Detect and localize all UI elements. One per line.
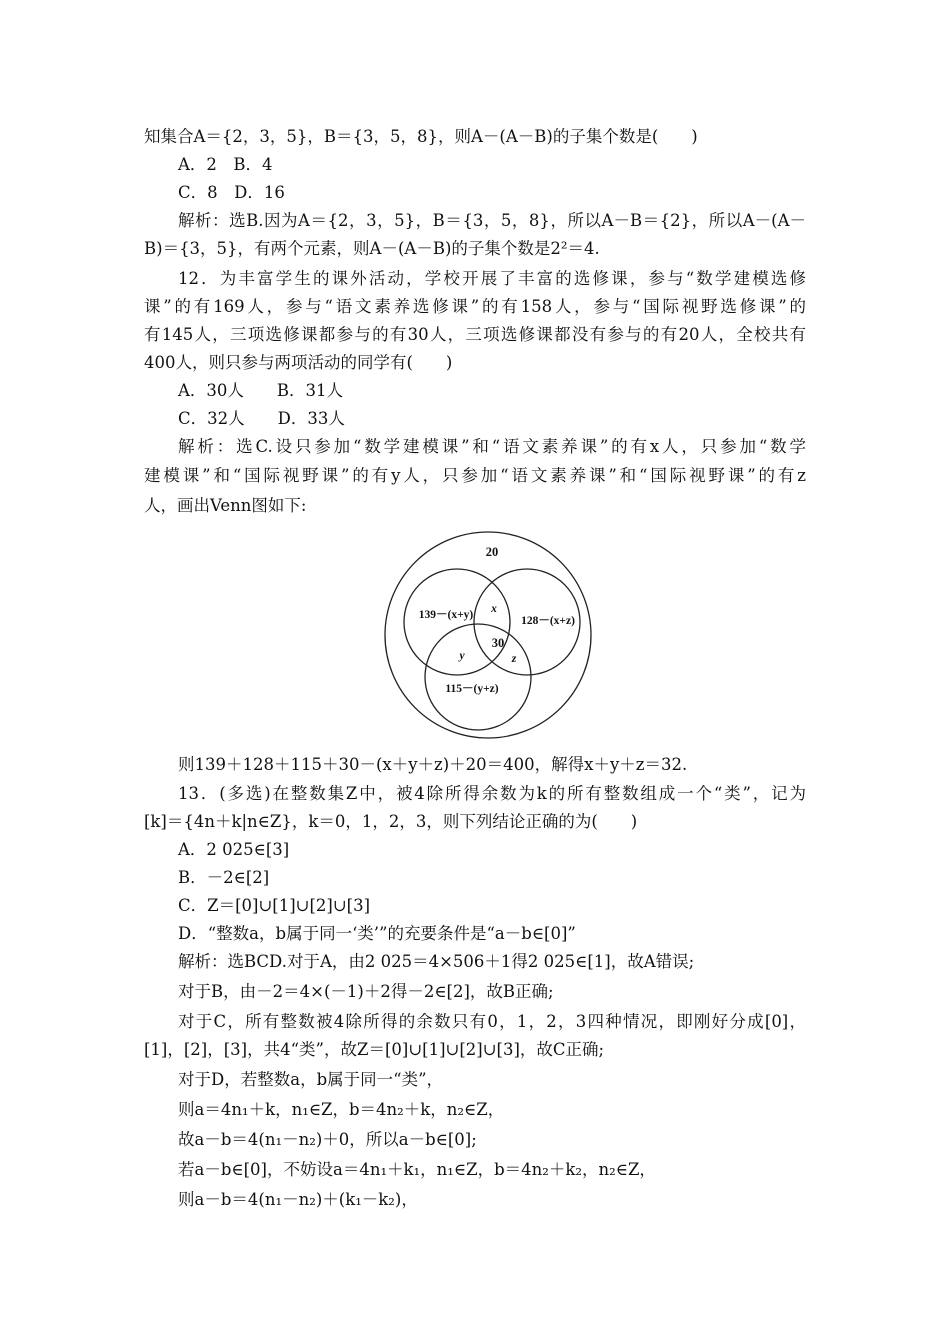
q13-solution-line5: 对于D，若整数a，b属于同一“类”， bbox=[178, 1070, 443, 1089]
circle-vision bbox=[425, 624, 531, 730]
q11-solution-line1: 解析：选B.因为A＝{2，3，5}，B＝{3，5，8}，所以A－B＝{2}，所以A－(A－ bbox=[178, 211, 806, 230]
universal-circle bbox=[385, 532, 591, 738]
q13-solution-line8: 若a－b∈[0]，不妨设a＝4n₁＋k₁，n₁∈Z，b＝4n₂＋k₂，n₂∈Z， bbox=[178, 1160, 656, 1179]
venn-diagram bbox=[380, 530, 595, 740]
venn-label-ac: y bbox=[459, 650, 465, 662]
q13-solution-line6: 则a＝4n₁＋k，n₁∈Z，b＝4n₂＋k，n₂∈Z， bbox=[178, 1100, 505, 1119]
q13-solution-line4: [1]，[2]，[3]，共4“类”，故Z＝[0]∪[1]∪[2]∪[3]，故C正确; bbox=[144, 1040, 605, 1059]
q11-options-cd: C．8 D．16 bbox=[178, 183, 285, 202]
venn-label-abc: 30 bbox=[491, 636, 505, 650]
q13-option-b: B．－2∈[2] bbox=[178, 868, 270, 887]
q11-solution-line2: B)＝{3，5}，有两个元素，则A－(A－B)的子集个数是2²＝4. bbox=[144, 239, 600, 258]
q12-stem-line4: 400人，则只参与两项活动的同学有( ) bbox=[144, 353, 453, 372]
q13-solution-line1: 解析：选BCD.对于A，由2 025＝4×506＋1得2 025∈[1]，故A错误; bbox=[178, 952, 695, 971]
q13-solution-line3: 对于C，所有整数被4除所得的余数只有0，1，2，3四种情况，即刚好分成[0]， bbox=[178, 1012, 806, 1031]
q12-solution-line2: 建模课”和“国际视野课”的有y人，只参加“语文素养课”和“国际视野课”的有z bbox=[144, 466, 806, 485]
q11-stem: 知集合A＝{2，3，5}，B＝{3，5，8}，则A－(A－B)的子集个数是( ) bbox=[144, 127, 698, 146]
venn-label-a-only: 139－(x+y) bbox=[418, 609, 474, 621]
q12-stem-line1: 12．为丰富学生的课外活动，学校开展了丰富的选修课，参与“数学建模选修 bbox=[178, 269, 806, 288]
venn-label-bc: z bbox=[511, 653, 517, 665]
q12-options-cd: C．32人 D．33人 bbox=[178, 409, 345, 428]
q13-solution-line2: 对于B，由－2＝4×(－1)＋2得－2∈[2]，故B正确; bbox=[178, 982, 554, 1001]
q12-solution-line1: 解析：选C.设只参加“数学建模课”和“语文素养课”的有x人，只参加“数学 bbox=[178, 437, 806, 456]
q12-stem-line3: 有145人，三项选修课都参与的有30人，三项选修课都没有参与的有20人，全校共有 bbox=[144, 325, 806, 344]
q12-solution-result: 则139＋128＋115＋30－(x＋y＋z)＋20＝400，解得x＋y＋z＝32. bbox=[178, 755, 688, 774]
q13-solution-line9: 则a－b＝4(n₁－n₂)＋(k₁－k₂)， bbox=[178, 1190, 418, 1209]
q13-solution-line7: 故a－b＝4(n₁－n₂)＋0，所以a－b∈[0]; bbox=[178, 1130, 477, 1149]
q13-stem-line1: 13．(多选)在整数集Z中，被4除所得余数为k的所有整数组成一个“类”，记为 bbox=[178, 784, 806, 803]
circle-modeling bbox=[404, 569, 510, 675]
venn-label-outside: 20 bbox=[485, 545, 499, 559]
q12-solution-line3: 人，画出Venn图如下: bbox=[144, 496, 307, 515]
q13-option-a: A．2 025∈[3] bbox=[178, 840, 290, 859]
q11-options-ab: A．2 B．4 bbox=[178, 155, 273, 174]
q13-stem-line2: [k]＝{4n＋k|n∈Z}，k＝0，1，2，3，则下列结论正确的为( ) bbox=[144, 812, 638, 831]
venn-label-b-only: 128－(x+z) bbox=[521, 615, 575, 627]
q13-option-c: C．Z＝[0]∪[1]∪[2]∪[3] bbox=[178, 896, 371, 915]
q12-stem-line2: 课”的有169人，参与“语文素养选修课”的有158人，参与“国际视野选修课”的 bbox=[144, 297, 806, 316]
q13-option-d: D．“整数a，b属于同一‘类’”的充要条件是“a－b∈[0]” bbox=[178, 924, 576, 943]
q12-options-ab: A．30人 B．31人 bbox=[178, 381, 344, 400]
venn-label-ab: x bbox=[491, 603, 497, 615]
venn-label-c-only: 115－(y+z) bbox=[445, 683, 499, 695]
